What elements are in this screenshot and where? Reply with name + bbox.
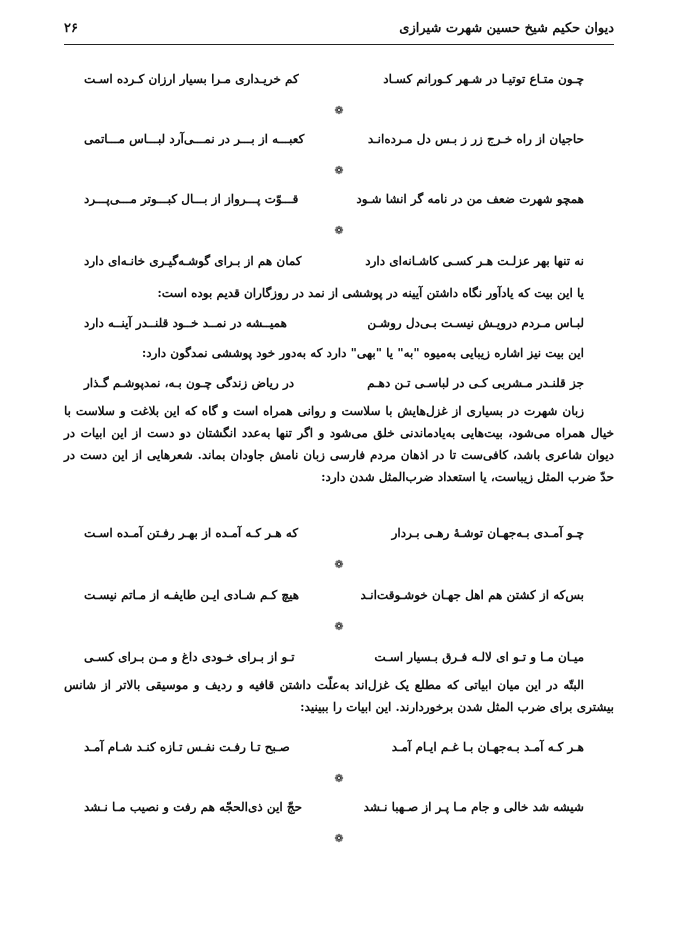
paragraph: این بیت نیز اشاره زیبایی به‌میوه "به" یا "بهی" دارد که به‌دور خود پوششی نمدگون دارد:	[141, 346, 584, 360]
page-number: ۲۶	[64, 21, 78, 36]
verse	[64, 376, 614, 398]
verse	[64, 740, 614, 762]
verse-hemistich-second: در ریاض زندگی چـون بـه، نمدپوشـم گـذار	[84, 376, 295, 390]
verse-hemistich-second: کم خریـداری مـرا بسیار ارزان کـرده اسـت	[84, 72, 299, 86]
verse	[64, 72, 614, 94]
separator-ornament: ❁	[334, 164, 344, 177]
verse-hemistich-first: همچو شهرت ضعف من در نامه گر انشا شـود	[356, 192, 584, 206]
verse	[64, 316, 614, 338]
verse-hemistich-first: بس‌که از کشتن هم اهل جهـان خوشـوقت‌انـد	[360, 588, 584, 602]
verse-hemistich-second: کعبـــه از بـــر در نمـــی‌آرد لبـــاس مـــاتمی	[84, 132, 305, 146]
paragraph: یا این بیت که یادآور نگاه داشتن آیینه در پوششی از نمد در روزگاران قدیم بوده است:	[157, 286, 584, 300]
separator-ornament: ❁	[334, 832, 344, 845]
verse-hemistich-first: چـو آمـدی بـه‌جهـان توشـهٔ رهـی بـردار	[391, 526, 584, 540]
verse-hemistich-second: هیچ کـم شـادی ایـن طایفـه از مـاتم نیسـت	[84, 588, 300, 602]
verse-hemistich-second: صـبح تـا رفـت نفـس تـازه کنـد شـام آمـد	[84, 740, 290, 754]
separator-ornament: ❁	[334, 558, 344, 571]
separator-ornament: ❁	[334, 620, 344, 633]
separator-ornament: ❁	[334, 104, 344, 117]
verse-hemistich-first: شیشه شد خالی و جام مـا پـر از صـهبا نـشد	[363, 800, 584, 814]
verse	[64, 132, 614, 154]
verse-hemistich-first: حاجیان از راه خـرج زر ز بـس دل مـرده‌انـد	[367, 132, 584, 146]
running-title: دیوان حکیم شیخ حسین شهرت شیرازی	[399, 21, 614, 36]
verse	[64, 192, 614, 214]
page-header	[64, 20, 614, 45]
verse-hemistich-second: قـــوّت پـــرواز از بـــال کبـــوتر مـــی‌پـــرد	[84, 192, 299, 206]
verse	[64, 650, 614, 672]
paragraph: البتّه در این میان ابیاتی که مطلع یک غزل‌اند به‌علّت داشتن قافیه و ردیف و موسیقی بالاتر از شانس بیشتری برای ضرب المثل شدن برخوردارند. این ابیات را ببینید:	[64, 678, 614, 714]
verse-hemistich-first: جز قلنـدر مـشربی کـی در لباسـی تـن دهـم	[367, 376, 584, 390]
verse	[64, 526, 614, 548]
verse	[64, 588, 614, 610]
verse-hemistich-second: حجّ این ذی‌الحجّه هم رفت و نصیب مـا نـشد	[84, 800, 303, 814]
verse-hemistich-second: که هـر کـه آمـده از بهـر رفـتن آمـده اسـت	[84, 526, 299, 540]
separator-ornament: ❁	[334, 224, 344, 237]
verse	[64, 800, 614, 822]
verse-hemistich-second: کمان هم از بـرای گوشـه‌گیـری خانـه‌ای دارد	[84, 254, 302, 268]
verse-hemistich-first: هـر کـه آمـد بـه‌جهـان بـا غـم ایـام آمـد	[391, 740, 584, 754]
verse-hemistich-second: تـو از بـرای خـودی داغ و مـن بـرای کسـی	[84, 650, 295, 664]
separator-ornament: ❁	[334, 772, 344, 785]
verse-hemistich-second: همیــشه در نمــد خــود قلنــدر آینــه دارد	[84, 316, 287, 330]
verse-hemistich-first: میـان مـا و تـو ای لالـه فـرق بـسیار اسـت	[374, 650, 584, 664]
paragraph: زبان شهرت در بسیاری از غزل‌هایش با سلاست و روانی همراه است و گاه که این بلاغت و سلاست با خیال همراه می‌شود، بیت‌هایی به‌یادماندنی خلق می‌شود و اگر تنها به‌عدد انگشتان دو دست از این ابیات در دیوان شاعری باشد، کافی‌ست تا در اذهان مردم فارسی زبان نامش جاودان بماند. شعرهایی از این دست در حدّ ضرب المثل زیباست، یا استعداد ضرب‌المثل شدن دارد:	[64, 404, 614, 484]
verse-hemistich-first: لبـاس مـردم درویـش نیسـت بـی‌دل روشـن	[367, 316, 584, 330]
verse-hemistich-first: نه تنها بهر عزلـت هـر کسـی کاشـانه‌ای دارد	[365, 254, 584, 268]
verse	[64, 254, 614, 276]
verse-hemistich-first: چـون متـاع توتیـا در شـهر کـورانم کسـاد	[383, 72, 584, 86]
